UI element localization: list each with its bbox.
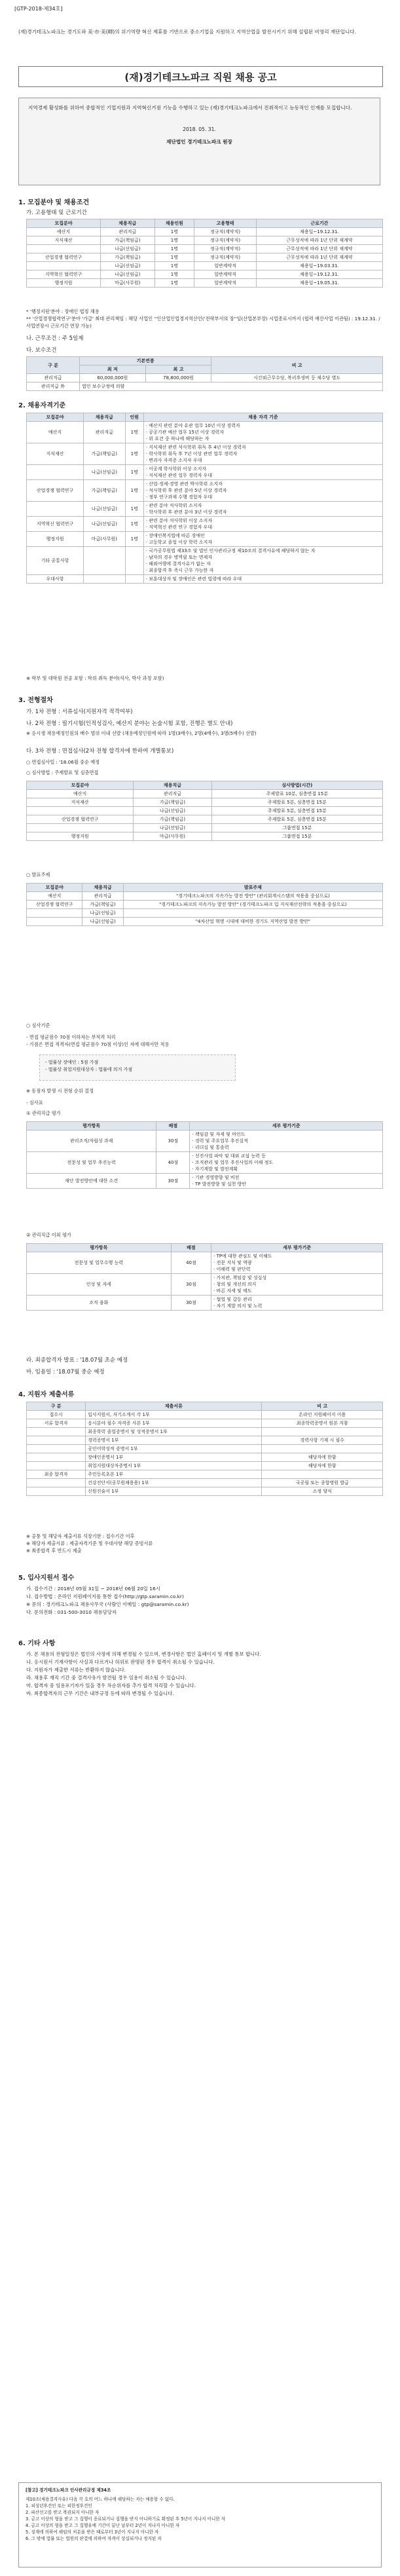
table-row [27, 532, 383, 547]
table-row [27, 480, 383, 502]
table-cell [27, 1487, 86, 1496]
table-cell [125, 547, 143, 575]
table-cell: 해당자에 한함 [262, 1462, 383, 1470]
table-header-cell: 세부 평가기준 [211, 1244, 383, 1252]
table-header-cell: 근로기간 [256, 219, 382, 228]
table-row [27, 262, 383, 271]
table-row [27, 1174, 383, 1189]
table-row [27, 279, 383, 288]
table-cell: 산업경쟁 협력연구 [27, 901, 82, 909]
table-cell: 1명 [125, 443, 143, 465]
table-cell: 그룹면접 15분 [211, 824, 382, 832]
table-row [27, 1445, 383, 1453]
documents-table [26, 1402, 383, 1496]
table-cell: 정규직(계약직) [194, 253, 257, 262]
table-cell: 주제발표 10분, 심층면접 15분 [211, 790, 382, 798]
table-row [27, 465, 383, 480]
table-cell: 1명 [125, 532, 143, 547]
section-5-heading: 5. 입사지원서 접수 [18, 1575, 75, 1582]
table-cell: 가급(책임급) [100, 253, 155, 262]
application-info: 가. 접수기간 : 2018년 05월 31일 ~ 2018년 06월 20일 16시 나. 접수방법 : 온라인 지원페이지를 통한 접수(http://gtp.saramin.co.kr) ※ 문의 : 경기테크노파크 채용사무국 (사람인 이메일 : gtp@saramin.co.kr) 다. 문의전화 : 031-500-3010 채용담당자 [26, 1586, 189, 1615]
table-cell: 일반계약직 [194, 279, 257, 288]
table-cell: 근무성적에 따라 1년 단위 재계약 [256, 253, 382, 262]
table-cell: 정규직(계약직) [194, 245, 257, 253]
table-cell: 서류 합격자 [27, 1419, 86, 1428]
table-header-cell: 최 저 [79, 365, 145, 374]
table-cell: 예산지 [27, 228, 101, 236]
notice-org: 재단법인 경기테크노파크 원장 [166, 139, 232, 145]
table-row [27, 824, 383, 832]
table-row [27, 383, 383, 391]
qualification-table [26, 413, 383, 584]
table-header-cell: 인원 [125, 413, 143, 422]
table-cell: 정규직(계약직) [194, 228, 257, 236]
table-cell [27, 1436, 86, 1445]
table-cell: 나급(선임급) [84, 502, 126, 517]
table-cell [27, 1462, 86, 1470]
score-sheet-a-label: ① 관리직급 평가 [26, 1110, 61, 1116]
table-cell: "경기테크노파크의 지속가능 발전 방안" (관리회계시스템의 적용을 중심으로) [123, 892, 382, 901]
table-cell [84, 547, 126, 575]
table-header-row [27, 219, 383, 228]
table-cell: 나급(선임급) [100, 245, 155, 253]
employment-notes: * '행정지원'분야 : 장애인 법정 채용 ** '산업경쟁협력연구'분야 '가급' 최대 관리책임 : 해당 사업인 ''인산업인업경지역산인('전략부서의 장''임(산업본부장) 시업종료시까지 (협력 예산사업 이관됨) : 19.12.31. / 사업연장시 근로기간 연장 가능) [26, 308, 380, 329]
table-header-cell: 발표주제 [123, 884, 382, 892]
table-cell: 경력증명서 1부 [86, 1436, 262, 1445]
table-cell: 건강진단서(공무원채용용) 1부 [86, 1479, 262, 1487]
table-row [27, 1479, 383, 1487]
table-header-row [27, 1122, 383, 1130]
section-1-na: 나. 근무조건 : 주 5일제 [26, 335, 84, 342]
table-cell: · TP에 대한 관심도 및 이해도 · 전문 지식 및 역량 · 이해력 및 판단력 [211, 1252, 383, 1274]
table-cell: 주민등록초본 1부 [86, 1470, 262, 1479]
score-sheet-label: - 심사표 [26, 1100, 43, 1106]
table-cell: 가급(책임급) [134, 815, 211, 824]
table-cell: 마급(사무원) [84, 532, 126, 547]
page-title: (재)경기테크노파크 직원 채용 공고 [18, 66, 383, 87]
table-row [27, 547, 383, 575]
table-cell [27, 824, 134, 832]
table-cell [125, 575, 143, 584]
table-cell: 최종학력증명서 원본 지참 [262, 1419, 383, 1428]
table-cell: 지식재산 [27, 798, 134, 807]
table-cell: 취업지원대상자증명서 1부 [86, 1462, 262, 1470]
table-header-cell: 채용직급 [100, 219, 155, 228]
table-cell [27, 245, 101, 253]
table-cell: 국공립 또는 종합병원 발급 [262, 1479, 383, 1487]
table-header-row [27, 1244, 383, 1252]
table-cell [27, 1445, 86, 1453]
table-cell: 1명 [155, 262, 194, 271]
table-header-cell: 채용 자격 기준 [143, 413, 382, 422]
table-header-row [27, 781, 383, 790]
table-cell: 예산지 [27, 422, 84, 443]
table-header-cell: 평가항목 [27, 1244, 172, 1252]
table-cell: · 관련 분야 석사학위 이상 소지자 · 지역혁신 관련 연구 경험자 우대 [143, 517, 382, 532]
table-cell: 예산지 [27, 790, 134, 798]
table-cell [27, 465, 84, 480]
table-row [27, 1419, 383, 1428]
table-cell: · 지식재산 관련 석사학위 취득 후 4년 이상 경력자 · 학사학위 취득 후 7년 이상 관련 업무 경력자 · 변리사 자격증 소지자 우대 [143, 443, 382, 465]
table-cell: · 선진사업 파악 및 대외 교섭 능력 등 · 조직관리 및 업무 추진사업의 이해 정도 · 자기계발 및 발전계획 [190, 1152, 383, 1174]
table-cell [27, 909, 82, 918]
table-cell: 관리조직/자립성 과제 [27, 1130, 156, 1152]
table-cell: 1명 [155, 253, 194, 262]
table-cell: 나급(선임급) [100, 262, 155, 271]
table-cell: 가급(책임급) [134, 798, 211, 807]
table-header-cell: 비 고 [211, 357, 383, 374]
table-cell: 그룹면접 15분 [211, 832, 382, 841]
table-header-cell: 고용형태 [194, 219, 257, 228]
intro-text: (재)경기테크노파크는 경기도와 美·市·美(卿)의 위기역량 혁신 제휴를 기반으로 중소기업을 지원하고 지역산업을 발전시키기 위해 설립된 비영리 재단입니다. [18, 29, 357, 35]
table-row [27, 901, 383, 909]
table-cell: 응시분야 필수 자격증 사본 1부 [86, 1419, 262, 1428]
table-cell [84, 575, 126, 584]
table-cell: 주제발표 5분, 심층면접 15분 [211, 807, 382, 815]
table-header-row [27, 884, 383, 892]
table-cell [123, 909, 382, 918]
table-row [27, 422, 383, 443]
table-header-cell: 채용직급 [134, 781, 211, 790]
table-row [27, 1274, 383, 1296]
table-cell: · 예산지 관련 분야 유관 업무 10년 이상 경력자 · 공공기관 예산 업무 15년 이상 경력자 · 위 요건 중 하나에 해당하는 자 [143, 422, 382, 443]
section-1-heading: 1. 모집분야 및 채용조건 [18, 199, 90, 206]
table-header-cell: 제출서류 [86, 1402, 262, 1411]
table-cell: 나급(선임급) [84, 465, 126, 480]
table-cell: 가급(책임급) [82, 901, 123, 909]
table-row [27, 909, 383, 918]
table-cell: 마급(사무원) [100, 279, 155, 288]
table-header-cell: 기본연봉 [79, 357, 211, 365]
table-cell: 관리직급 [82, 892, 123, 901]
table-cell: 1명 [125, 422, 143, 443]
table-row [27, 271, 383, 279]
table-row [27, 1462, 383, 1470]
table-cell: 가급(책임급) [84, 480, 126, 502]
table-row [27, 832, 383, 841]
section-4-heading: 4. 지원자 제출서류 [18, 1391, 75, 1398]
table-cell: 채용일~19.05.31. [256, 279, 382, 288]
table-cell [27, 918, 82, 926]
staff-score-table [26, 1243, 383, 1311]
table-cell: 온라인 지원페이지 이용 [262, 1411, 383, 1419]
table-cell: 나급(선임급) [84, 517, 126, 532]
table-row [27, 228, 383, 236]
table-cell: 채용일~19.12.31. [256, 271, 382, 279]
table-cell: 30점 [156, 1174, 190, 1189]
table-cell: 채용일~19.03.31. [256, 262, 382, 271]
table-cell: 30점 [156, 1130, 190, 1152]
table-cell: 행정지원 [27, 832, 134, 841]
table-row [27, 1296, 383, 1311]
table-cell [27, 1428, 86, 1436]
table-row [27, 253, 383, 262]
table-header-row [27, 357, 383, 365]
table-row [27, 1453, 383, 1462]
table-cell: 최종 합격자 [27, 1470, 86, 1479]
table-cell: 1명 [155, 245, 194, 253]
table-cell: 정규직(계약직) [194, 236, 257, 245]
table-cell: 관리직급 [100, 228, 155, 236]
table-header-cell: 구 분 [27, 357, 80, 374]
table-cell: 1명 [155, 236, 194, 245]
table-cell: 78,800,000원 [145, 374, 211, 383]
table-header-cell: 구 분 [27, 1402, 86, 1411]
section-3-na: 나. 2차 전형 : 필기시험(인적성검사, 예산지 분야는 논술시험 포함, 진행은 별도 안내) [26, 720, 233, 727]
table-header-cell: 모집분야 [27, 884, 82, 892]
regulation-body: 제10조(채용결격사유) 다음 각 호의 어느 하나에 해당하는 자는 채용할 수 없다. 1. 피성년후견인 또는 피한정후견인 2. 파산선고를 받고 복권되지 아니한 자 3. 금고 이상의 형을 받고 그 집행이 종료되거나 집행을 받지 아니하기로 확정된 후 5년이 지나지 아니한 자 4. 금고 이상의 형을 받고 그 집행유예 기간이 끝난 날부터 2년이 지나지 아니한 자 5. 징계에 의하여 해임의 처분을 받은 때로부터 3년이 지나지 아니한 자 6. 그 밖에 법률 또는 법원의 판결에 의하여 자격이 상실되거나 정지된 자 [26, 2497, 226, 2541]
table-row [27, 1411, 383, 1419]
table-cell: 1명 [125, 502, 143, 517]
table-cell: 전문성 및 업무 추진능력 [27, 1152, 156, 1174]
table-row [27, 575, 383, 584]
table-header-cell: 배점 [171, 1244, 211, 1252]
table-cell: 지식재산 [27, 236, 101, 245]
presentation-topic-label: ○ 발표주제 [26, 872, 50, 878]
table-cell: · 책임감 및 자세 및 마인드 · 경력 및 주요업무 추진실적 · 리더십 및 통솔력 [190, 1130, 383, 1152]
table-cell: 근무성적에 따라 1년 단위 재계약 [256, 236, 382, 245]
table-cell: · 기관 경영방향 및 비전 · TP 발전방향 및 실천 방안 [190, 1174, 383, 1189]
tie-break-note: ※ 동점자 발생 시 전형 순위 결정 [26, 1088, 94, 1094]
section-1-ga: 가. 고용형태 및 근로기간 [26, 210, 87, 216]
table-header-cell: 평가항목 [27, 1122, 156, 1130]
table-header-cell: 채용직급 [82, 884, 123, 892]
table-cell: 최종학력 졸업증명서 및 성적증명서 1부 [86, 1428, 262, 1436]
section-3-da: 다. 3차 전형 : 면접심사(2차 전형 합격자에 한하여 개별통보) [26, 748, 174, 755]
notice-text: 지역경제 활성화를 위하여 중합적인 기업지원과 지역혁신거점 기능을 수행하고 있는 (재)경기테크노파크에서 진취적이고 능동적인 인재를 모집합니다. [28, 105, 352, 111]
table-header-cell: 심사방법(시간) [211, 781, 382, 790]
table-cell: 나급(선임급) [134, 824, 211, 832]
table-header-row [27, 413, 383, 422]
table-cell: 60,000,000원 [79, 374, 145, 383]
table-cell: 40점 [156, 1152, 190, 1174]
table-cell: 지식재산 [27, 443, 84, 465]
table-header-cell: 세부 평가기준 [190, 1122, 383, 1130]
table-cell: 산업경쟁 협력연구 [27, 815, 134, 824]
employment-table [26, 219, 383, 288]
table-cell: 1명 [155, 228, 194, 236]
table-row [27, 1428, 383, 1436]
table-cell [27, 1479, 86, 1487]
table-cell: 30점 [171, 1274, 211, 1296]
table-cell [262, 1470, 383, 1479]
table-cell: 나급(선임급) [82, 918, 123, 926]
table-cell: 장애인증명서 1부 [86, 1453, 262, 1462]
table-cell: 관리직급 [134, 790, 211, 798]
table-header-cell: 채용인원 [155, 219, 194, 228]
table-cell: 나급(선임급) [100, 271, 155, 279]
table-row [27, 1152, 383, 1174]
table-cell: · 관련 분야 석사학위 소지자 · 학사학위 후 관련 분야 3년 이상 경력자 [143, 502, 382, 517]
section-2-heading: 2. 채용자격기준 [18, 402, 66, 409]
table-row [27, 815, 383, 824]
table-cell: 인성 및 자세 [27, 1274, 172, 1296]
table-cell: 재단 발전방안에 대한 소견 [27, 1174, 156, 1189]
table-cell: 지역혁신 협력연구 [27, 271, 101, 279]
table-cell: 관리직급 [84, 422, 126, 443]
regulation-reference-box [18, 2482, 382, 2567]
table-cell: 우대사항 [27, 575, 84, 584]
table-cell: 전문성 및 업무수행 능력 [27, 1252, 172, 1274]
table-row [27, 502, 383, 517]
regulation-heading: [참고] 경기테크노파크 인사관리규정 제34조 [26, 2488, 111, 2493]
table-cell: 주제발표 5분, 심층면접 15분 [211, 798, 382, 807]
table-row [27, 1470, 383, 1479]
section-3-heading: 3. 전형절차 [18, 697, 53, 704]
table-header-cell: 채용직급 [84, 413, 126, 422]
table-cell: 1명 [155, 271, 194, 279]
table-row [27, 517, 383, 532]
other-notes: 가. 본 채용의 전형일정은 법인의 사정에 의해 변경될 수 있으며, 변경사항은 법인 홈페이지 및 개별 통보 합니다. 나. 응시원서 기재사항이 사실과 다르거나 허위로 판명된 경우 합격이 취소될 수 있습니다. 다. 지원자가 제출한 서류는 반환하지 않습니다. 라. 채용후 재직 기간 중 결격사유가 발견될 경우 임용이 취소될 수 있습니다. 마. 합격자 중 임용포기자가 있을 경우 차순위자를 추가 합격 처리할 수 있습니다. 바. 최종합격자의 근무 기간은 내부규정 등에 따라 변경될 수 있습니다. [26, 1651, 261, 1696]
table-header-cell: 모집분야 [27, 219, 101, 228]
interview-date: ○ 면접심사일 : '18.06월 중순 예정 [26, 759, 100, 765]
table-cell: 산업경쟁 협력연구 [27, 253, 101, 262]
table-cell: 조직 융화 [27, 1296, 172, 1311]
table-cell: 1명 [125, 517, 143, 532]
table-cell: · 협업 및 갈등 관리 · 자기 계발 의지 및 노력 [211, 1296, 383, 1311]
table-header-row [27, 1402, 383, 1411]
qualification-note: ※ 학부 및 대학원 전공 포함 : 학위 취득 분야(석사, 박사 과정 포함) [26, 675, 164, 681]
appointment-date: 마. 임용일 : '18.07월 중순 예정 [26, 1369, 105, 1375]
table-cell [262, 1428, 383, 1436]
table-row [27, 245, 383, 253]
score-sheet-b-label: ② 관리직급 이외 평가 [26, 1232, 71, 1238]
table-row [27, 807, 383, 815]
table-cell [27, 262, 101, 271]
table-cell: · 가치관, 책임감 및 성실성 · 창의 및 개선의 의지 · 바른 자세 및 태도 [211, 1274, 383, 1296]
table-cell: 주제발표 5분, 심층면접 15분 [211, 815, 382, 824]
table-row [27, 1487, 383, 1496]
table-row [27, 443, 383, 465]
notice-date: 2018. 05. 31. [183, 126, 216, 132]
table-cell: 1명 [125, 465, 143, 480]
presentation-topic-table [26, 883, 383, 926]
interview-method: ○ 심사방법 : 주제발표 및 심층면접 [26, 770, 99, 775]
bonus-points-box: - 법률상 장애인 : 5점 가점 - 법률상 취업지원대상자 : 법률에 의거 가점 [39, 1055, 236, 1081]
table-cell: 관리직급 [27, 374, 80, 383]
table-cell: · 국가공무원법 제33조 및 법인 인사관리규정 제10조의 결격사유에 해당하지 않는 자 · 남자의 경우 병역필 또는 면제자 · 해외여행에 결격사유가 없는 자 · 최종합격 후 즉시 근무 가능한 자 [143, 547, 382, 575]
table-cell: 일반계약직 [194, 262, 257, 271]
salary-table [26, 356, 383, 391]
table-cell: · 보훈대상자 및 장애인은 관련 법령에 따라 우대 [143, 575, 382, 584]
interview-method-table [26, 781, 383, 841]
table-cell: 행정지원 [27, 532, 84, 547]
table-row [27, 1252, 383, 1274]
table-header-cell: 모집분야 [27, 413, 84, 422]
document-number: [GTP-2018-제34호] [14, 6, 63, 12]
table-header-cell: 배점 [156, 1122, 190, 1130]
table-cell: 산업경쟁 협력연구 [27, 480, 84, 502]
table-cell: 30점 [171, 1296, 211, 1311]
table-cell: "경기테크노파크의 지속가능 발전 방안" (경기테크노파크 입 지식재산전략의 적용을 중심으로) [123, 901, 382, 909]
table-cell: 40점 [171, 1252, 211, 1274]
table-cell: 예산지 [27, 892, 82, 901]
table-cell: 일반계약직 [194, 271, 257, 279]
table-row [27, 1130, 383, 1152]
documents-notes: ※ 공통 및 해당자 제출서류 석장기한 : 접수기간 이후 ※ 해당자 제출서류 : 제출자격기준 및 우대사항 해당 증빙서류 ※ 최종합격 후 반드시 제출 [26, 1533, 153, 1554]
table-header-cell: 비 고 [262, 1402, 383, 1411]
notice-box [18, 98, 380, 185]
table-cell: · 장애인복지법에 따른 장애인 · 고등학교 졸업 이상 학력 소지자 [143, 532, 382, 547]
table-row [27, 798, 383, 807]
table-cell: 나급(선임급) [134, 807, 211, 815]
table-cell: 공인어학성적 증명서 1부 [86, 1445, 262, 1453]
table-row [27, 790, 383, 798]
section-3-ga: 가. 1차 전형 : 서류심사(지원자격 적격여부) [26, 709, 133, 715]
section-6-heading: 6. 기타 사항 [18, 1640, 56, 1647]
table-cell: · 산업·경제·경영 관련 박사학위 소지자 · 석사학위 후 관련 분야 5년 이상 경력자 · 정부 연구과제 수행 경험자 우대 [143, 480, 382, 502]
section-1-da: 다. 보수조건 [26, 347, 57, 354]
table-cell: 가급(책임급) [100, 236, 155, 245]
table-cell: 신원진술서 1부 [86, 1487, 262, 1496]
table-cell: 근무성적에 따라 1년 단위 재계약 [256, 245, 382, 253]
table-cell: · 이공계 학사학위 이상 소지자 · 지식재산 관련 업무 경력자 우대 [143, 465, 382, 480]
table-cell: 기타 공통사항 [27, 547, 84, 575]
table-cell: 행정지원 [27, 279, 101, 288]
table-cell: 시간외근무수당, 복리후생비 등 제수당 별도 [211, 374, 383, 383]
table-cell: 나급(선임급) [82, 909, 123, 918]
table-cell: 채용일~19.12.31. [256, 228, 382, 236]
table-header-cell: 최 고 [145, 365, 211, 374]
section-3-na-note: ※ 응시생 채용예정인원의 배수 범위 이내 선발 (채용예정인원에 따라 1명(3배수), 2명(4배수), 3명(5배수) 선발) [26, 730, 257, 736]
table-row [27, 892, 383, 901]
table-cell: 관리직급 外 [27, 383, 80, 391]
table-row [27, 236, 383, 245]
table-cell [27, 502, 84, 517]
table-header-cell: 모집분야 [27, 781, 134, 790]
table-row [27, 1436, 383, 1445]
table-cell [27, 807, 134, 815]
table-cell: 접수시 [27, 1411, 86, 1419]
table-cell: 해당자에 한함 [262, 1453, 383, 1462]
table-cell: 경력사항 기재 시 필수 [262, 1436, 383, 1445]
table-cell: 가급(책임급) [84, 443, 126, 465]
table-cell: 입사지원서, 자기소개서 각 1부 [86, 1411, 262, 1419]
table-cell: 지역혁신 협력연구 [27, 517, 84, 532]
final-announcement: 라. 최종합격자 발표 : '18.07월 초순 예정 [26, 1357, 128, 1364]
table-cell: 1명 [155, 279, 194, 288]
judge-criteria-text: - 면접 평균점수 70점 이하자는 부적격 처리 - 가점은 면접 적격자(면접 평균점수 70점 이상)인 자에 대해서만 적용 [26, 1034, 170, 1047]
table-cell [262, 1445, 383, 1453]
table-cell: 소정 양식 [262, 1487, 383, 1496]
judge-criteria-label: ○ 심사기준 [26, 1022, 50, 1028]
table-cell: 마급(사무원) [134, 832, 211, 841]
table-row [27, 374, 383, 383]
table-cell [27, 1453, 86, 1462]
table-row [27, 918, 383, 926]
table-cell: "4차산업 혁명 시대에 대비한 경기도 지역산업 발전 방안" [123, 918, 382, 926]
table-cell: 1명 [125, 480, 143, 502]
table-cell: 법인 보수규정에 의함 [79, 383, 382, 391]
manager-score-table [26, 1121, 383, 1189]
